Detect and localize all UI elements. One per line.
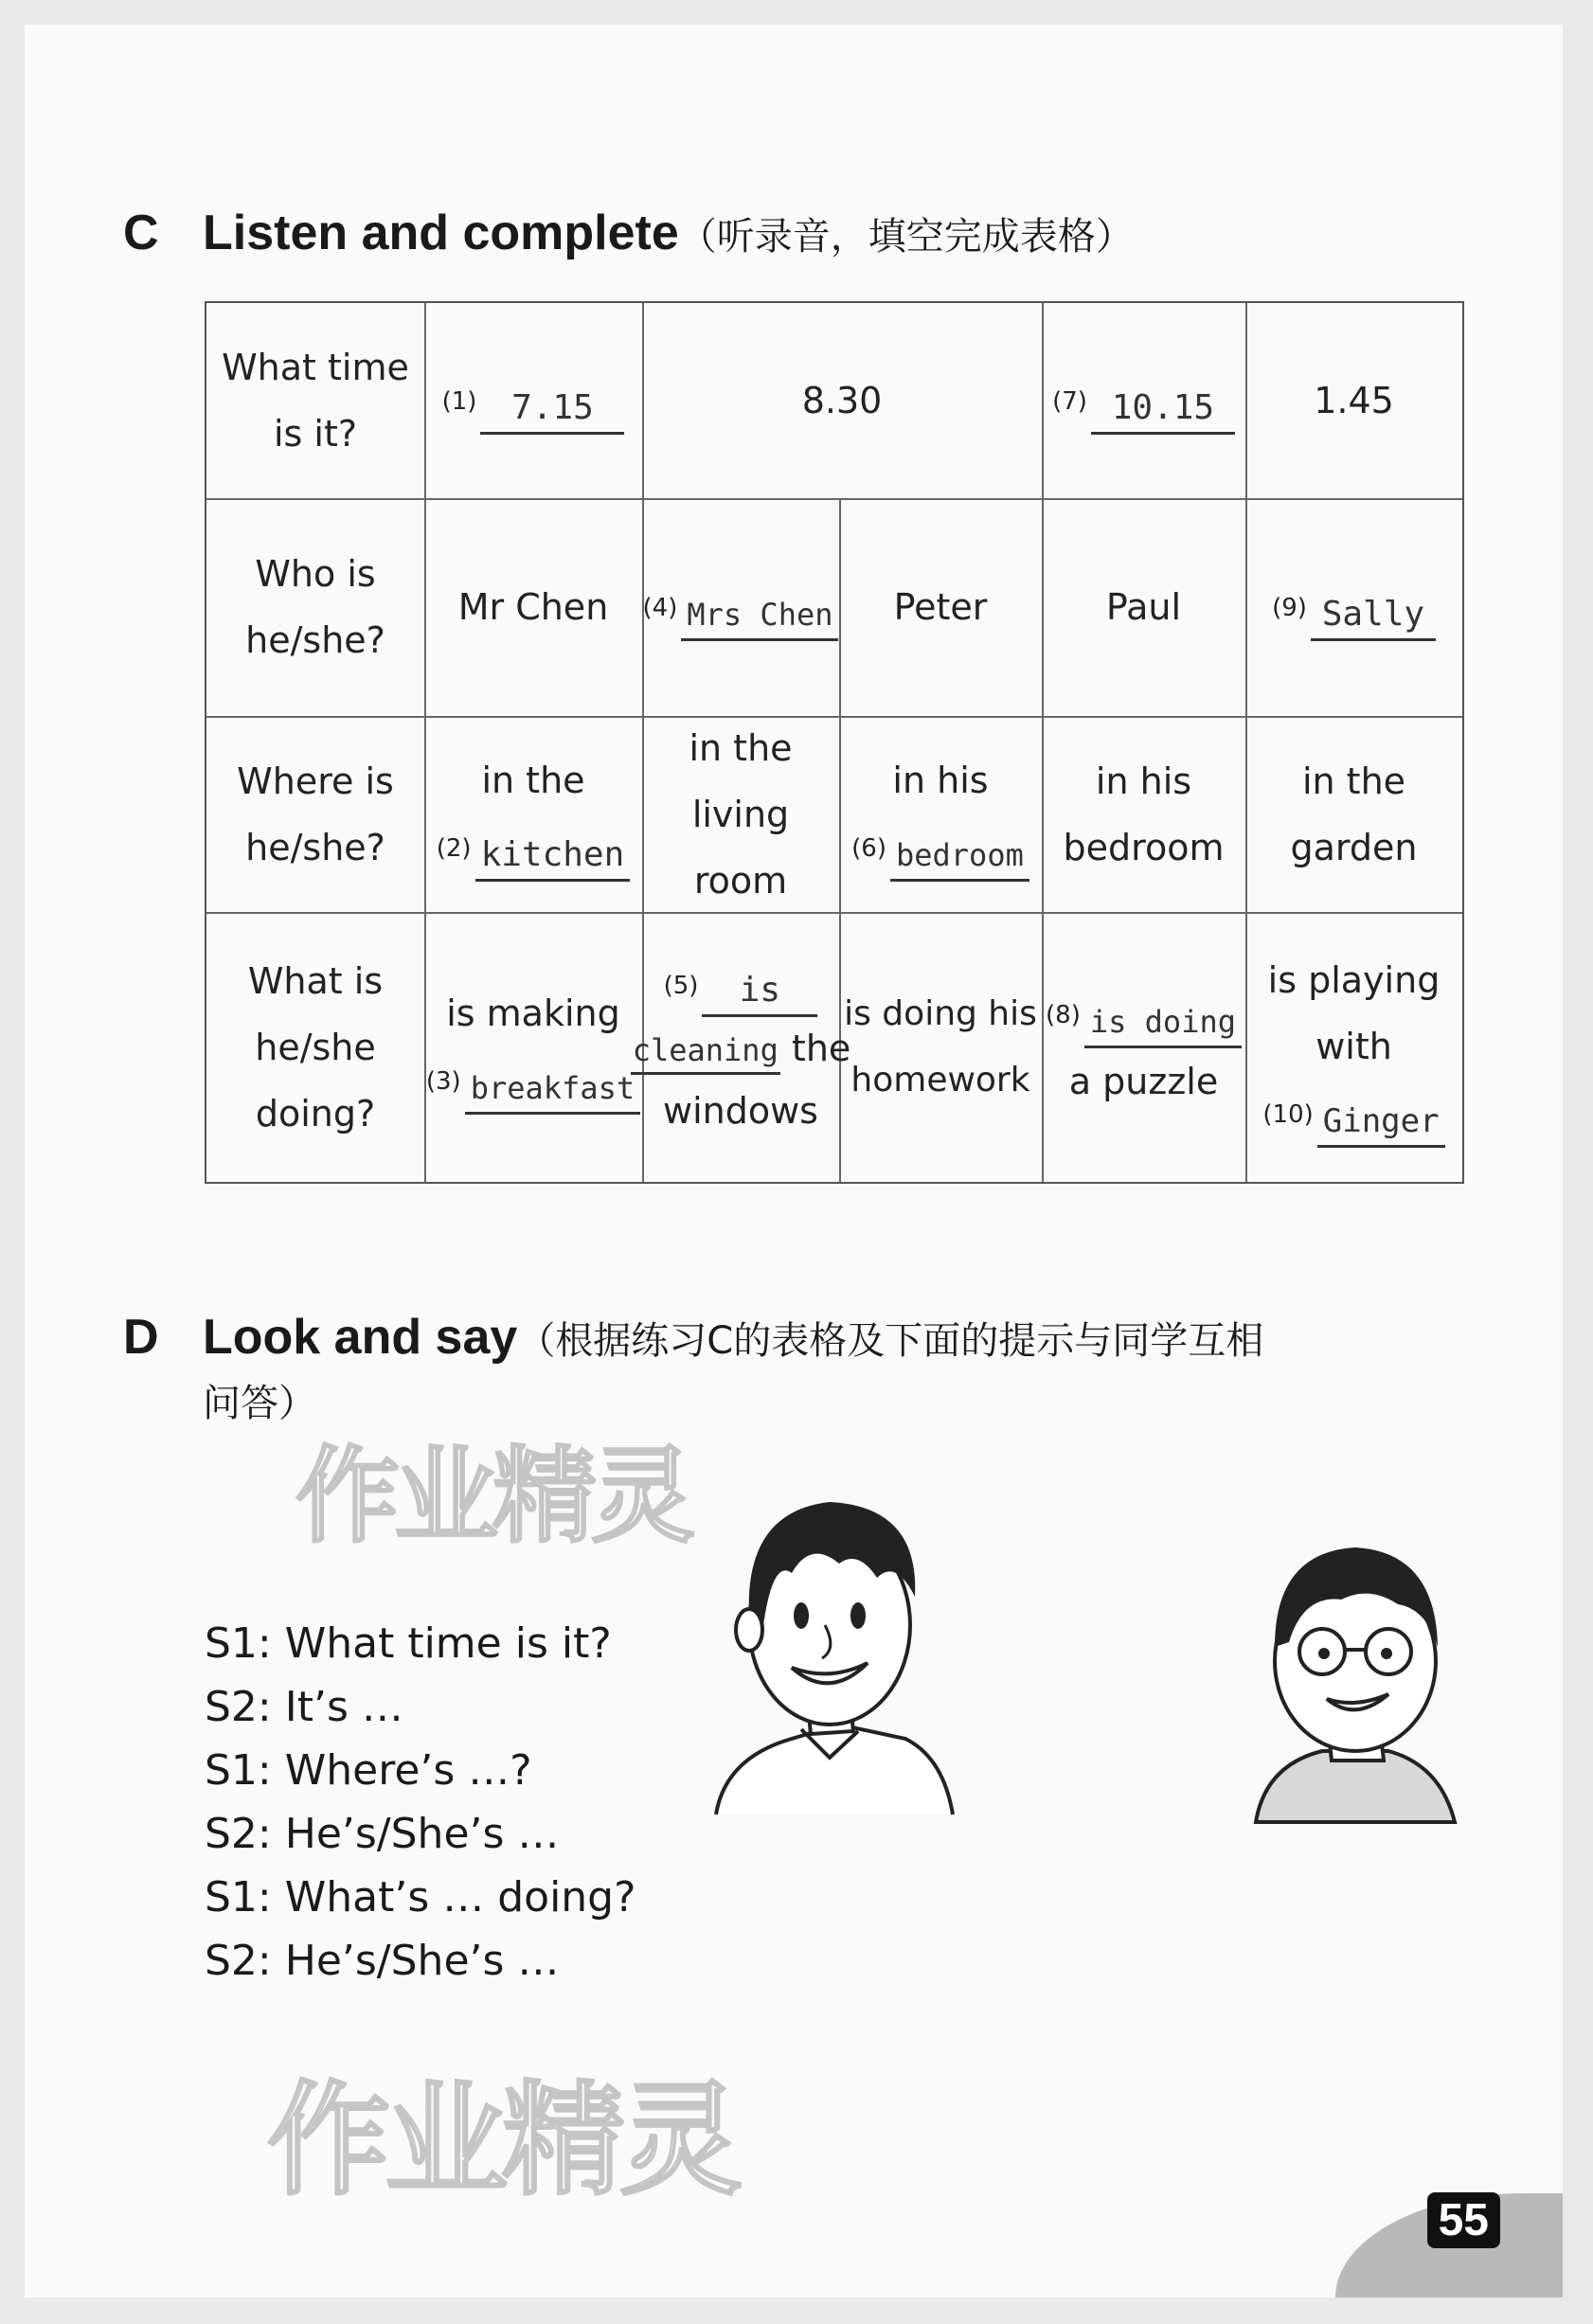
dialogue-line: S1: What time is it? xyxy=(205,1619,612,1668)
where-text: garden xyxy=(1290,826,1418,868)
time-cell-4 xyxy=(1245,303,1462,498)
section-d-letter: D xyxy=(123,1310,159,1365)
time-cell-2 xyxy=(642,303,1042,498)
dialogue-line: S1: What’s … doing? xyxy=(205,1873,636,1922)
answer-blank[interactable]: breakfast xyxy=(465,1066,640,1115)
time-cell-1 xyxy=(424,303,642,498)
time-cell-3 xyxy=(1042,303,1245,498)
blank-number: (6) xyxy=(851,833,886,863)
doing-text: with xyxy=(1316,1025,1392,1067)
who-cell-1 xyxy=(424,498,642,716)
where-cell-1 xyxy=(424,716,642,912)
doing-cell-4 xyxy=(1042,912,1245,1182)
section-c-letter: C xyxy=(123,206,159,260)
header-doing-line3: doing? xyxy=(255,1092,376,1135)
listen-table xyxy=(205,301,1464,1184)
doing-text: is doing his xyxy=(844,993,1037,1033)
page-number: 55 xyxy=(1427,2192,1500,2248)
dialogue-prompts xyxy=(205,1612,635,1993)
answer-blank[interactable]: bedroom xyxy=(890,833,1029,882)
blank-number: (5) xyxy=(663,971,699,1000)
dialogue-line: S2: He’s/She’s … xyxy=(205,1937,560,1985)
section-d-title-cn-2: 问答） xyxy=(203,1382,316,1425)
dialogue-line: S2: He’s/She’s … xyxy=(205,1810,560,1858)
time-value: 8.30 xyxy=(801,380,883,421)
blank-number: (3) xyxy=(425,1066,461,1096)
section-c-title xyxy=(203,205,1134,261)
who-value: Mr Chen xyxy=(457,586,609,628)
answer-blank[interactable]: Sally xyxy=(1311,593,1436,641)
where-cell-5 xyxy=(1245,716,1462,912)
header-time-line1: What time xyxy=(222,347,409,388)
section-c-title-en: Listen and complete xyxy=(203,206,679,260)
time-value: 1.45 xyxy=(1314,380,1394,421)
header-time-line2: is it? xyxy=(273,413,358,455)
header-doing xyxy=(206,912,424,1182)
who-cell-3 xyxy=(839,498,1042,716)
who-cell-2 xyxy=(642,498,839,716)
header-doing-line1: What is xyxy=(247,959,384,1002)
watermark: 作业精灵 xyxy=(267,2068,738,2212)
where-cell-4 xyxy=(1042,716,1245,912)
answer-blank[interactable]: Ginger xyxy=(1317,1099,1445,1148)
where-text: in his xyxy=(892,759,989,801)
section-d-title xyxy=(203,1309,1263,1366)
doing-cell-5 xyxy=(1245,912,1462,1182)
who-cell-4 xyxy=(1042,498,1245,716)
answer-blank[interactable]: kitchen xyxy=(475,833,631,882)
where-text: in his xyxy=(1095,760,1192,802)
section-c-title-cn: （听录音，填空完成表格） xyxy=(678,215,1134,259)
doing-text: the xyxy=(791,1027,851,1069)
answer-blank[interactable]: 10.15 xyxy=(1091,386,1235,435)
blank-number: (10) xyxy=(1262,1099,1314,1129)
blank-number: (1) xyxy=(441,387,477,416)
answer-blank[interactable]: cleaning xyxy=(631,1028,780,1075)
who-cell-5 xyxy=(1245,498,1462,716)
header-where-line2: he/she? xyxy=(245,826,385,868)
where-text: room xyxy=(693,859,788,902)
answer-blank[interactable]: is doing xyxy=(1084,1000,1242,1048)
boy-illustration-right xyxy=(1237,1528,1474,1832)
header-where xyxy=(206,716,424,912)
boy-illustration-left xyxy=(688,1474,972,1824)
where-text: in the xyxy=(1301,760,1406,802)
section-d-title-en: Look and say xyxy=(203,1310,518,1365)
header-who-line2: he/she? xyxy=(245,619,385,661)
answer-blank[interactable]: 7.15 xyxy=(480,386,624,435)
doing-cell-3 xyxy=(839,912,1042,1182)
blank-number: (9) xyxy=(1272,594,1307,622)
where-text: in the xyxy=(689,726,793,769)
where-cell-2 xyxy=(642,716,839,912)
where-text: in the xyxy=(481,759,585,801)
header-who xyxy=(206,498,424,716)
blank-number: (7) xyxy=(1052,387,1087,416)
where-cell-3 xyxy=(839,716,1042,912)
doing-text: is playing xyxy=(1267,958,1441,1001)
header-where-line1: Where is xyxy=(237,760,394,802)
header-time xyxy=(206,303,424,498)
where-text: living xyxy=(691,793,790,835)
dialogue-line: S2: It’s … xyxy=(205,1683,403,1731)
doing-text: windows xyxy=(663,1089,818,1132)
header-who-line1: Who is xyxy=(255,553,376,595)
who-value: Paul xyxy=(1105,586,1182,628)
doing-text: a puzzle xyxy=(1068,1060,1219,1102)
doing-text: homework xyxy=(850,1060,1030,1099)
who-value: Peter xyxy=(893,586,988,628)
doing-text: is making xyxy=(446,992,620,1034)
dialogue-line: S1: Where’s …? xyxy=(205,1746,532,1795)
section-d-title-cn: （根据练习C的表格及下面的提示与同学互相 xyxy=(517,1319,1264,1363)
blank-number: (8) xyxy=(1046,1000,1081,1029)
blank-number: (2) xyxy=(436,833,472,863)
answer-blank[interactable]: Mrs Chen xyxy=(681,593,838,641)
answer-blank[interactable]: is xyxy=(702,969,817,1017)
where-text: bedroom xyxy=(1063,826,1225,868)
doing-cell-1 xyxy=(424,912,642,1182)
doing-cell-2 xyxy=(632,912,851,1182)
workbook-page xyxy=(25,25,1563,2297)
watermark: 作业精灵 xyxy=(295,1436,689,1557)
blank-number: (4) xyxy=(642,594,678,622)
header-doing-line2: he/she xyxy=(255,1026,376,1068)
